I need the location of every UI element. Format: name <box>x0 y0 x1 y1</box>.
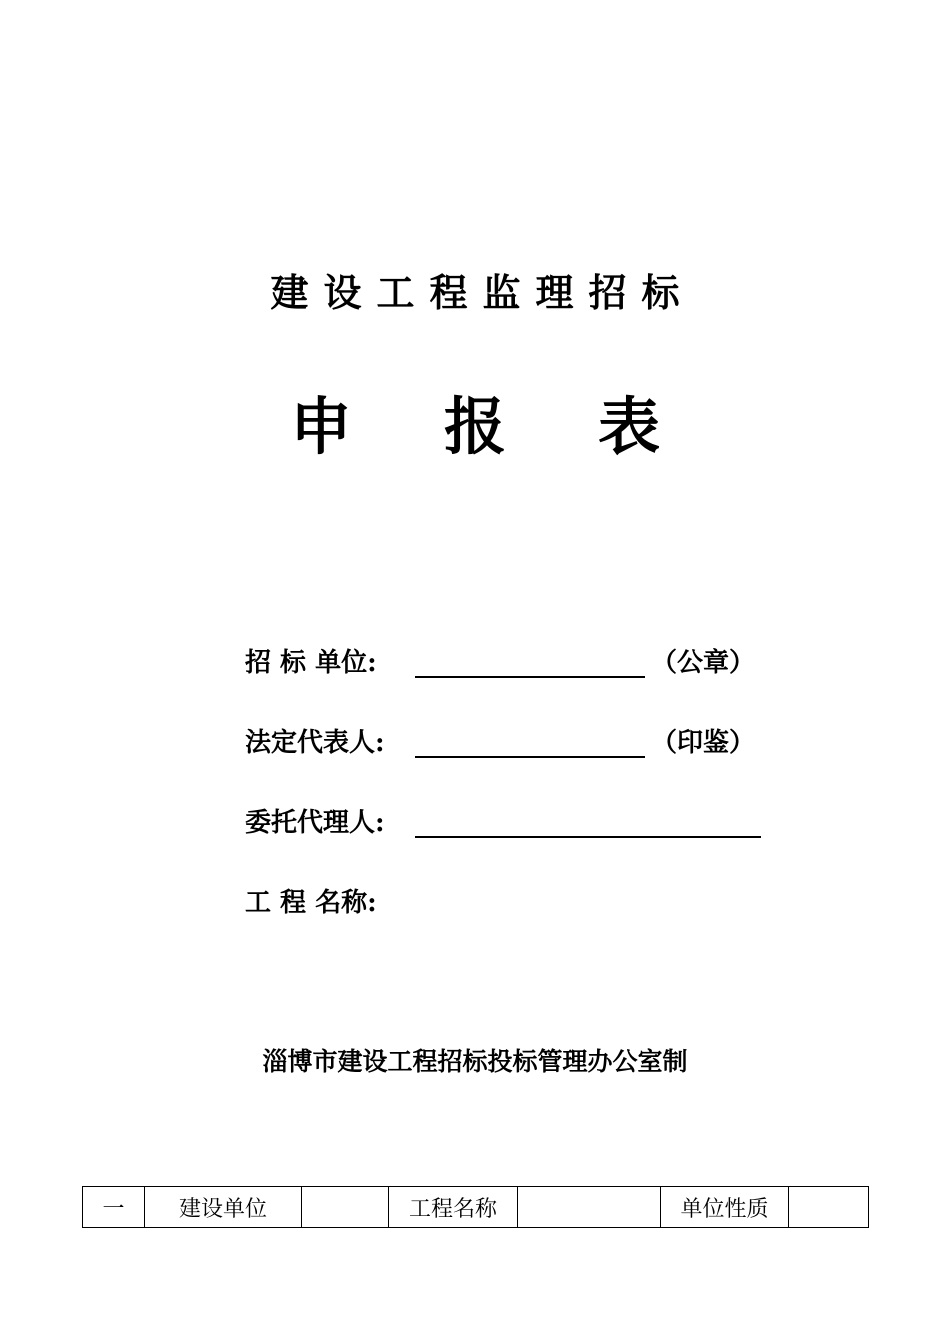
field-suffix: （印鉴） <box>651 727 756 758</box>
field-bidding-unit <box>245 640 755 680</box>
field-authorized-agent <box>245 800 761 840</box>
field-label: 工 程 名称: <box>245 887 377 918</box>
table-cell-index: 一 <box>83 1187 145 1228</box>
field-label: 招 标 单位: <box>245 647 377 678</box>
document-subtitle: 申报表 <box>289 390 752 463</box>
field-label: 委托代理人: <box>245 807 385 838</box>
signature-line[interactable] <box>415 728 645 758</box>
table-cell-construction-unit-label: 建设单位 <box>145 1187 302 1228</box>
table-row <box>83 1187 869 1228</box>
document-title: 建设工程监理招标 <box>270 270 695 315</box>
table-cell-project-name-label: 工程名称 <box>389 1187 518 1228</box>
signature-line[interactable] <box>415 648 645 678</box>
field-legal-representative <box>245 720 755 760</box>
info-table <box>82 1186 869 1228</box>
field-suffix: （公章） <box>651 647 756 678</box>
table-cell-unit-nature-value[interactable] <box>789 1187 869 1228</box>
table-cell-construction-unit-value[interactable] <box>302 1187 389 1228</box>
table-cell-project-name-value[interactable] <box>518 1187 661 1228</box>
issuer-line: 淄博市建设工程招标投标管理办公室制 <box>262 1047 688 1076</box>
field-label: 法定代表人: <box>245 727 385 758</box>
table-cell-unit-nature-label: 单位性质 <box>661 1187 789 1228</box>
signature-line[interactable] <box>415 808 761 838</box>
field-project-name <box>245 880 415 920</box>
